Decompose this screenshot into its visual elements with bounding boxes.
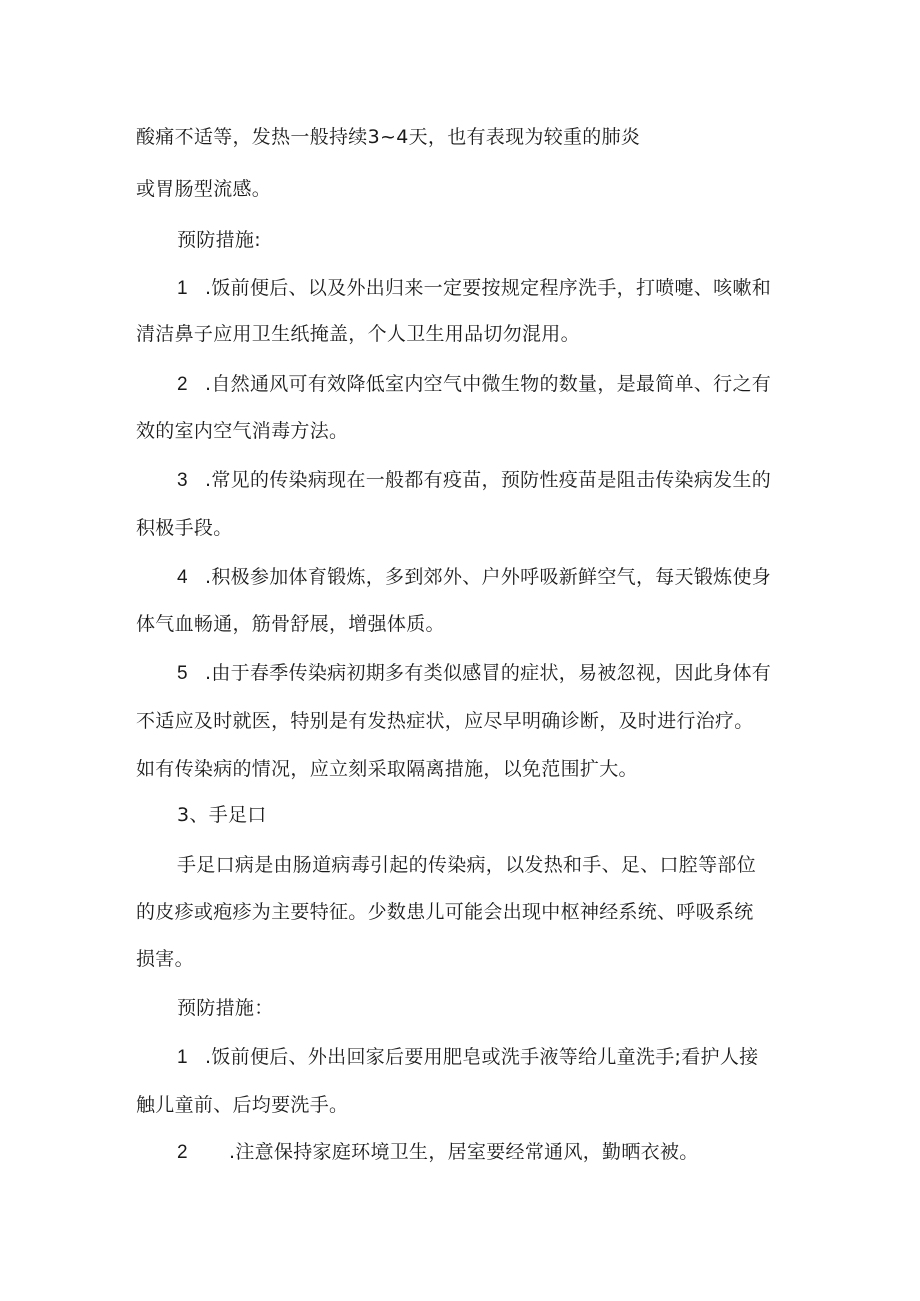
list-item bbox=[177, 467, 771, 494]
text-line: 体气血畅通，筋骨舒展，增强体质。 bbox=[136, 613, 445, 635]
list-text: .饭前便后、外出回家后要用肥皂或洗手液等给儿童洗手;看护人接 bbox=[205, 1046, 759, 1068]
list-text: .积极参加体育锻炼，多到郊外、户外呼吸新鲜空气，每天锻炼使身 bbox=[205, 566, 772, 588]
list-text: .常见的传染病现在一般都有疫苗，预防性疫苗是阻击传染病发生的 bbox=[205, 469, 772, 491]
text-line: 效的室内空气消毒方法。 bbox=[136, 420, 349, 442]
text-line: 如有传染病的情况，应立刻采取隔离措施，以免范围扩大。 bbox=[136, 758, 638, 780]
list-text: .注意保持家庭环境卫生，居室要经常通风，勤晒衣被。 bbox=[229, 1141, 699, 1163]
list-number: 5 bbox=[177, 663, 188, 684]
list-number: 3 bbox=[177, 470, 188, 491]
text-line: 损害。 bbox=[136, 948, 194, 970]
list-item bbox=[177, 1139, 699, 1166]
text-line: 不适应及时就医，特别是有发热症状，应尽早明确诊断，及时进行治疗。 bbox=[136, 710, 754, 732]
section-heading: 预防措施： bbox=[177, 997, 274, 1019]
text-line: 的皮疹或疱疹为主要特征。少数患儿可能会出现中枢神经系统、呼吸系统 bbox=[136, 901, 754, 923]
list-item bbox=[177, 660, 771, 687]
list-number: 2 bbox=[177, 1142, 188, 1163]
list-item bbox=[177, 371, 771, 398]
list-item bbox=[177, 275, 771, 302]
text-line: 或胃肠型流感。 bbox=[136, 178, 272, 200]
text-line: 手足口病是由肠道病毒引起的传染病，以发热和手、足、口腔等部位 bbox=[177, 854, 757, 876]
text-line: 积极手段。 bbox=[136, 517, 233, 539]
section-heading: 3、手足口 bbox=[177, 804, 267, 826]
text-line: 酸痛不适等，发热一般持续3~4天，也有表现为较重的肺炎 bbox=[136, 126, 641, 148]
text-line: 触儿童前、后均要洗手。 bbox=[136, 1094, 349, 1116]
list-number: 2 bbox=[177, 374, 188, 395]
section-heading: 预防措施: bbox=[177, 229, 261, 251]
list-text: .饭前便后、以及外出归来一定要按规定程序洗手，打喷嚏、咳嗽和 bbox=[205, 277, 772, 299]
text-line: 清洁鼻子应用卫生纸掩盖，个人卫生用品切勿混用。 bbox=[136, 323, 580, 345]
list-number: 1 bbox=[177, 278, 188, 299]
list-number: 1 bbox=[177, 1047, 188, 1068]
list-item bbox=[177, 564, 771, 591]
list-number: 4 bbox=[177, 567, 188, 588]
list-text: .由于春季传染病初期多有类似感冒的症状，易被忽视，因此身体有 bbox=[205, 662, 772, 684]
list-item bbox=[177, 1044, 758, 1071]
list-text: .自然通风可有效降低室内空气中微生物的数量，是最简单、行之有 bbox=[205, 373, 772, 395]
